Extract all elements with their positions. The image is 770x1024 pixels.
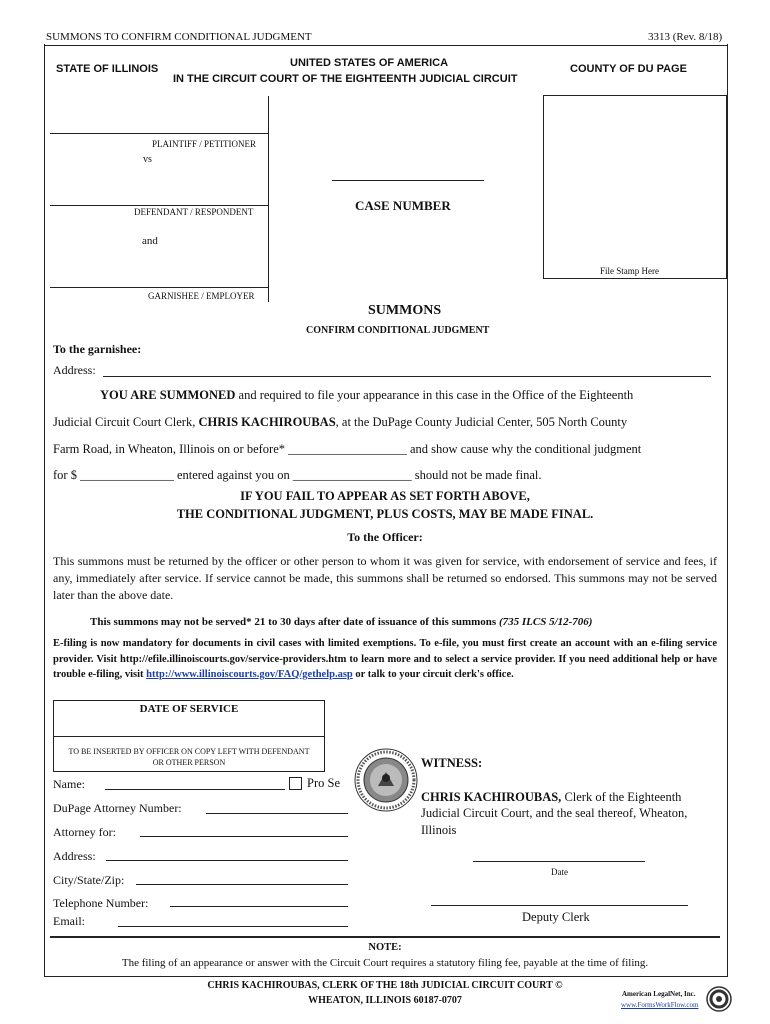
- warning-line-1: IF YOU FAIL TO APPEAR AS SET FORTH ABOVE,: [240, 489, 530, 503]
- vs-label: vs: [143, 154, 152, 165]
- to-officer: To the Officer:: [347, 530, 423, 544]
- witness-date-label: Date: [551, 867, 568, 877]
- date-of-service-divider: [53, 736, 325, 737]
- publisher-logo-icon: [706, 986, 732, 1012]
- plaintiff-line[interactable]: [50, 133, 268, 134]
- state-label: STATE OF ILLINOIS: [56, 63, 159, 75]
- witness-clerk: CHRIS KACHIROUBAS,: [421, 790, 562, 804]
- attorney-address-line[interactable]: [106, 860, 348, 861]
- email-label: Email:: [53, 914, 85, 928]
- defendant-label: DEFENDANT / RESPONDENT: [134, 207, 254, 217]
- summoned-rest: and required to file your appearance in this case in the Office of the Eighteenth: [235, 388, 634, 402]
- publisher-link[interactable]: www.FormsWorkFlow.com: [621, 1001, 699, 1009]
- county-label: COUNTY OF DU PAGE: [570, 63, 687, 75]
- clerk-name-bold: CHRIS KACHIROUBAS: [198, 415, 336, 429]
- line2-post: , at the DuPage County Judicial Center, 505 North County: [335, 415, 628, 429]
- pro-se-checkbox[interactable]: [289, 777, 302, 790]
- efile-text: E-filing is now mandatory for documents in civil cases with limited exemptions. To e-file, you must first create an account with an e-filing service provider. Visit http://efile.illinoiscourts.gov/service-providers.htm to learn more and to select a service provider. If you need additional help or have trouble e-filing, visit: [53, 638, 717, 680]
- court-label: IN THE CIRCUIT COURT OF THE EIGHTEENTH JUDICIAL CIRCUIT: [173, 73, 518, 85]
- paragraph-line-3: Farm Road, in Wheaton, Illinois on or before* ___________________ and show cause why the conditional judgment: [53, 442, 642, 456]
- to-garnishee: To the garnishee:: [53, 342, 142, 356]
- city-label: City/State/Zip:: [53, 873, 125, 887]
- deputy-clerk-line[interactable]: [431, 905, 688, 906]
- witness-label: WITNESS:: [421, 756, 483, 770]
- name-line[interactable]: [105, 789, 285, 790]
- form-number: 3313 (Rev. 8/18): [648, 31, 723, 43]
- phone-label: Telephone Number:: [53, 896, 149, 910]
- email-line[interactable]: [118, 926, 348, 927]
- address-label: Address:: [53, 363, 96, 377]
- garnishee-line[interactable]: [50, 287, 268, 288]
- summoned-bold: YOU ARE SUMMONED: [100, 388, 236, 402]
- efile-paragraph: [53, 636, 717, 683]
- footer-line-2: WHEATON, ILLINOIS 60187-0707: [308, 995, 462, 1006]
- witness-date-line[interactable]: [473, 861, 645, 862]
- country-label: UNITED STATES OF AMERICA: [290, 57, 449, 69]
- attorney-for-label: Attorney for:: [53, 825, 116, 839]
- efile-end: or talk to your circuit clerk's office.: [352, 669, 514, 680]
- officer-paragraph: This summons must be returned by the officer or other person to whom it was given for service, with endorsement of service and fees, if any, immediately after service. If service cannot be made, this summons shall be returned so endorsed. This summons may not be served later than the above date.: [53, 554, 717, 602]
- defendant-line[interactable]: [50, 205, 268, 206]
- name-label: Name:: [53, 777, 85, 791]
- city-line[interactable]: [136, 884, 348, 885]
- header-rule: [44, 45, 728, 46]
- form-title: SUMMONS TO CONFIRM CONDITIONAL JUDGMENT: [46, 31, 312, 43]
- paragraph-line-2: [53, 415, 627, 430]
- note-label: NOTE:: [368, 942, 402, 953]
- summons-title: SUMMONS: [368, 303, 442, 318]
- witness-line-1: [421, 790, 681, 805]
- file-stamp-label: File Stamp Here: [600, 266, 659, 276]
- note-text: The filing of an appearance or answer with the Circuit Court requires a statutory filing fee, payable at the time of filing.: [121, 957, 649, 969]
- date-of-service-label: DATE OF SERVICE: [139, 703, 239, 715]
- phone-line[interactable]: [170, 906, 348, 907]
- attorney-for-line[interactable]: [140, 836, 348, 837]
- efile-help-link[interactable]: http://www.illinoiscourts.gov/FAQ/gethelp.asp: [146, 669, 353, 680]
- summons-subtitle: CONFIRM CONDITIONAL JUDGMENT: [306, 325, 490, 336]
- right-frame: [727, 44, 728, 938]
- service-note-2: OR OTHER PERSON: [152, 758, 226, 767]
- caption-divider: [268, 96, 269, 302]
- attorney-number-label: DuPage Attorney Number:: [53, 801, 182, 815]
- plaintiff-label: PLAINTIFF / PETITIONER: [152, 139, 256, 149]
- served-line: [90, 616, 592, 628]
- witness-line-2: Judicial Circuit Court, and the seal thereof, Wheaton,: [421, 806, 688, 820]
- deputy-clerk-label: Deputy Clerk: [522, 910, 590, 924]
- attorney-number-line[interactable]: [206, 813, 348, 814]
- file-stamp-box: [543, 95, 727, 279]
- line2-pre: Judicial Circuit Court Clerk,: [53, 415, 199, 429]
- served-text: This summons may not be served* 21 to 30 days after date of issuance of this summons: [90, 616, 499, 628]
- pro-se-label: Pro Se: [307, 776, 340, 790]
- footer-frame: [44, 936, 728, 977]
- and-label: and: [142, 235, 158, 247]
- warning-line-2: THE CONDITIONAL JUDGMENT, PLUS COSTS, MAY BE MADE FINAL.: [176, 507, 594, 521]
- garnishee-address-line[interactable]: [103, 376, 711, 377]
- summoned-line: [100, 388, 633, 403]
- left-frame: [44, 44, 45, 938]
- paragraph-line-4: for $ _______________ entered against you on ___________________ should not be made final.: [53, 468, 542, 482]
- garnishee-label: GARNISHEE / EMPLOYER: [148, 291, 255, 301]
- case-number-line[interactable]: [332, 180, 484, 181]
- attorney-address-label: Address:: [53, 849, 96, 863]
- case-number-label: CASE NUMBER: [355, 198, 451, 213]
- footer-line-1: CHRIS KACHIROUBAS, CLERK OF THE 18th JUDICIAL CIRCUIT COURT ©: [207, 980, 563, 991]
- served-cite: (735 ILCS 5/12-706): [498, 616, 593, 628]
- witness-clerk-rest: Clerk of the Eighteenth: [561, 790, 682, 804]
- court-seal-icon: [354, 748, 418, 812]
- witness-line-3: Illinois: [421, 823, 457, 837]
- publisher-name: American LegalNet, Inc.: [622, 990, 696, 998]
- service-note: TO BE INSERTED BY OFFICER ON COPY LEFT WITH DEFENDANT: [68, 747, 310, 756]
